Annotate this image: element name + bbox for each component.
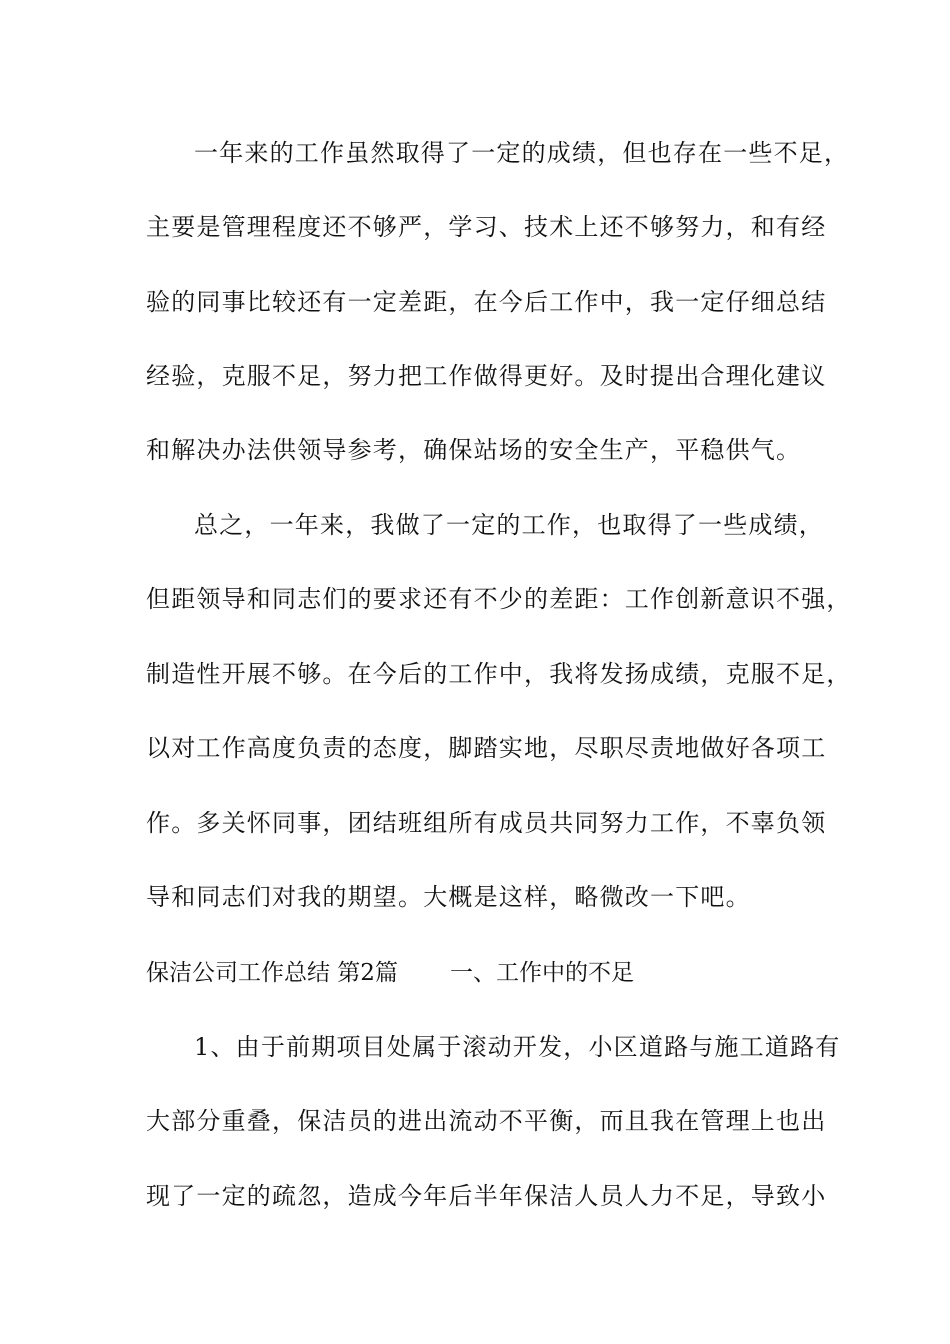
paragraph-2-line-1: 总之，一年来，我做了一定的工作，也取得了一些成绩， bbox=[194, 511, 824, 539]
paragraph-2-line-2: 但距领导和同志们的要求还有不少的差距：工作创新意识不强， bbox=[146, 585, 852, 613]
paragraph-1-line-1: 一年来的工作虽然取得了一定的成绩，但也存在一些不足， bbox=[194, 139, 850, 167]
paragraph-1-line-2: 主要是管理程度还不够严，学习、技术上还不够努力，和有经 bbox=[146, 213, 827, 241]
paragraph-1-line-3: 验的同事比较还有一定差距，在今后工作中，我一定仔细总结 bbox=[146, 288, 827, 316]
paragraph-3-line-2: 大部分重叠，保洁员的进出流动不平衡，而且我在管理上也出 bbox=[146, 1107, 827, 1135]
paragraph-3-line-3: 现了一定的疏忽，造成今年后半年保洁人员人力不足，导致小 bbox=[146, 1182, 827, 1210]
section-heading bbox=[146, 958, 634, 988]
paragraph-3-line-1: 1、由于前期项目处属于滚动开发，小区道路与施工道路有 bbox=[194, 1033, 841, 1061]
article-title: 保洁公司工作总结 第2篇 bbox=[146, 960, 398, 986]
paragraph-1-line-4: 经验，克服不足，努力把工作做得更好。及时提出合理化建议 bbox=[146, 362, 827, 390]
paragraph-2-line-6: 导和同志们对我的期望。大概是这样，略微改一下吧。 bbox=[146, 883, 751, 911]
section-title: 一、工作中的不足 bbox=[449, 960, 634, 986]
paragraph-2-line-3: 制造性开展不够。在今后的工作中，我将发扬成绩，克服不足， bbox=[146, 660, 852, 688]
paragraph-2-line-5: 作。多关怀同事，团结班组所有成员共同努力工作，不辜负领 bbox=[146, 809, 827, 837]
paragraph-1-line-5: 和解决办法供领导参考，确保站场的安全生产，平稳供气。 bbox=[146, 436, 802, 464]
paragraph-2-line-4: 以对工作高度负责的态度，脚踏实地，尽职尽责地做好各项工 bbox=[146, 734, 827, 762]
